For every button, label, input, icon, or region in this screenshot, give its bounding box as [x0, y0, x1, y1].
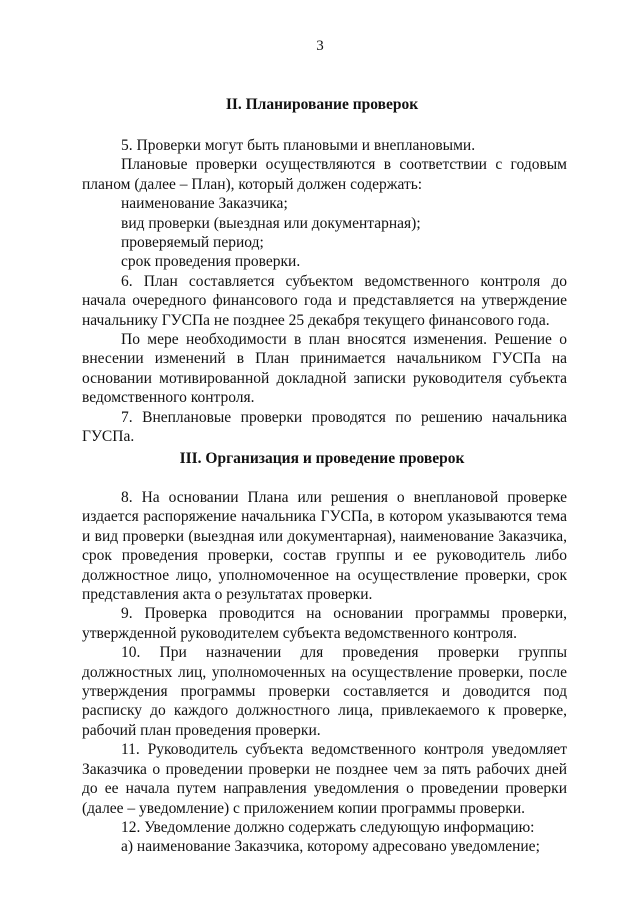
paragraph-11: 11. Руководитель субъекта ведомственного контроля уведомляет Заказчика о проведении проверки не позднее чем за пять рабочих дней до ее начала путем направления уведомления о проведении проверки (далее – уведомление) с приложением копии программы проверки.: [82, 741, 567, 817]
paragraph-8: 8. На основании Плана или решения о внеплановой проверке издается распоряжение начальника ГУСПа, в котором указываются тема и вид проверки (выездная или документарная), наименование Заказчика, срок проведения проверки, состав группы и ее руководитель либо должностное лицо, уполномоченное на осуществление проверки, срок представления акта о результатах проверки.: [82, 489, 567, 604]
plan-item-term: срок проведения проверки.: [121, 253, 301, 271]
paragraph-5: 5. Проверки могут быть плановыми и внеплановыми.: [121, 137, 476, 154]
paragraph-plan-changes: По мере необходимости в план вносятся изменения. Решение о внесении изменений в План принимается начальником ГУСПа на основании мотивированной докладной записки руководителя субъекта ведомственного контроля.: [82, 331, 567, 407]
paragraph-9: 9. Проверка проводится на основании программы проверки, утвержденной руководителем субъекта ведомственного контроля.: [82, 605, 567, 642]
section-3-body: [82, 488, 567, 857]
plan-item-check-type: вид проверки (выездная или документарная);: [121, 214, 421, 232]
plan-item-period: проверяемый период;: [121, 234, 264, 252]
paragraph-planned-checks: Плановые проверки осуществляются в соответствии с годовым планом (далее – План), который должен содержать:: [82, 156, 567, 193]
plan-item-customer-name: наименование Заказчика;: [121, 195, 288, 213]
section-2-heading: II. Планирование проверок: [225, 96, 419, 113]
paragraph-10: 10. При назначении для проведения проверки группы должностных лиц, уполномоченных на осуществление проверки, после утверждения программы проверки составляется и доводится под расписку до каждого должностного лица, привлекаемого к проверке, рабочий план проведения проверки.: [82, 644, 567, 739]
section-3-heading: III. Организация и проведение проверок: [179, 450, 465, 467]
page-number: 3: [316, 38, 324, 54]
paragraph-12: 12. Уведомление должно содержать следующую информацию:: [121, 818, 535, 836]
paragraph-12a: а) наименование Заказчика, которому адресовано уведомление;: [121, 838, 540, 856]
paragraph-6: 6. План составляется субъектом ведомственного контроля до начала очередного финансового года и представляется на утверждение начальнику ГУСПа не позднее 25 декабря текущего финансового года.: [82, 272, 567, 329]
section-2-body: [82, 136, 567, 447]
paragraph-7: 7. Внеплановые проверки проводятся по решению начальника ГУСПа.: [82, 408, 567, 446]
